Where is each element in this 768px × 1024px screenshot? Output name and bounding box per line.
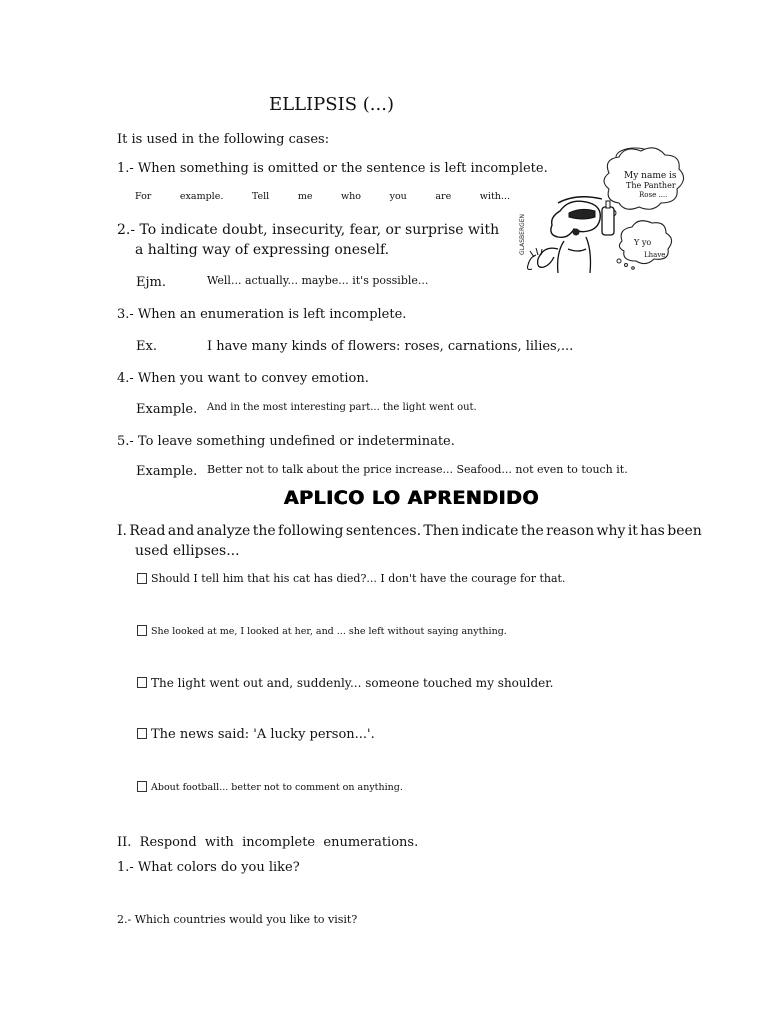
bubble-main-line-2: The Panther xyxy=(626,181,676,190)
case-4-heading: 4.- When you want to convey emotion. xyxy=(117,371,369,386)
example-word: example. xyxy=(179,191,224,202)
case-5-heading: 5.- To leave something undefined or indeterminate. xyxy=(117,434,455,449)
instruction-word: reason xyxy=(546,523,595,539)
part2-question-1: 1.- What colors do you like? xyxy=(117,860,300,875)
checkbox-icon xyxy=(137,781,147,792)
checkbox-icon xyxy=(137,677,147,688)
bubble-main-line-3: Rose .... xyxy=(639,191,668,199)
instruction-word: and xyxy=(167,523,195,539)
bubble-main-line-1: My name is xyxy=(624,171,677,181)
example-word: are xyxy=(435,191,452,202)
bubble-right-line-1: Y yo xyxy=(634,238,652,247)
list-item xyxy=(137,676,553,690)
cartoon-signature: GLASBERGEN xyxy=(519,213,526,255)
instruction-word: the xyxy=(252,523,276,539)
instruction-word: Read xyxy=(129,523,166,539)
case-2-example-text: Well... actually... maybe... it's possible... xyxy=(207,274,429,287)
instruction-word: Then xyxy=(423,523,460,539)
case-3-example-text: I have many kinds of flowers: roses, carnations, lilies,... xyxy=(207,339,574,354)
case-5-example-text: Better not to talk about the price increase... Seafood... not even to touch it. xyxy=(207,463,628,476)
part2-instruction: II. Respond with incomplete enumerations. xyxy=(117,835,419,850)
instruction-word: been xyxy=(667,523,702,539)
example-word: For xyxy=(135,191,152,202)
instruction-word: I. xyxy=(117,523,127,539)
instruction-word: the xyxy=(520,523,544,539)
list-item-text: Should I tell him that his cat has died?... I don't have the courage for that. xyxy=(151,572,566,585)
list-item-text: She looked at me, I looked at her, and ... she left without saying anything. xyxy=(151,626,507,637)
example-word: Tell xyxy=(251,191,270,202)
case-2-example-label: Ejm. xyxy=(136,275,166,290)
list-item-text: The light went out and, suddenly... someone touched my shoulder. xyxy=(151,676,554,690)
list-item xyxy=(137,626,507,637)
instruction-word: has xyxy=(640,523,665,539)
instruction-word: analyze xyxy=(196,523,251,539)
case-4-example-text: And in the most interesting part... the light went out. xyxy=(207,402,477,413)
case-1-example xyxy=(135,191,510,202)
case-4-example-label: Example. xyxy=(136,402,198,417)
case-3-heading: 3.- When an enumeration is left incomplete. xyxy=(117,307,407,322)
case-1-heading: 1.- When something is omitted or the sentence is left incomplete. xyxy=(117,161,548,176)
instruction-word: it xyxy=(627,523,638,539)
list-item xyxy=(137,572,565,585)
list-item xyxy=(137,727,375,742)
part1-instruction-line-2: used ellipses... xyxy=(135,543,240,559)
case-3-example-label: Ex. xyxy=(136,339,157,354)
list-item-text: About football... better not to comment on anything. xyxy=(151,782,403,793)
list-item-text: The news said: 'A lucky person...'. xyxy=(151,727,375,742)
example-word: who xyxy=(341,191,362,202)
instruction-word: indicate xyxy=(461,523,519,539)
example-word: you xyxy=(389,191,407,202)
instruction-word: following xyxy=(278,523,344,539)
bubble-right-line-2: Lhave xyxy=(644,251,666,259)
cartoon-illustration xyxy=(514,137,704,281)
list-item xyxy=(137,782,403,793)
case-5-example-label: Example. xyxy=(136,464,198,479)
section-title: APLICO LO APRENDIDO xyxy=(284,487,540,509)
part2-question-2: 2.- Which countries would you like to visit? xyxy=(117,913,358,926)
case-2-heading-cont: a halting way of expressing oneself. xyxy=(135,242,390,258)
case-2-heading: 2.- To indicate doubt, insecurity, fear, or surprise with xyxy=(117,222,500,238)
example-word: with... xyxy=(479,191,510,202)
instruction-word: why xyxy=(596,523,626,539)
checkbox-icon xyxy=(137,625,147,636)
instruction-word: sentences. xyxy=(345,523,422,539)
intro-text: It is used in the following cases: xyxy=(117,132,330,147)
checkbox-icon xyxy=(137,728,147,739)
part1-instruction-line-1 xyxy=(117,523,702,539)
page-title: ELLIPSIS (...) xyxy=(269,94,394,115)
example-word: me xyxy=(297,191,313,202)
checkbox-icon xyxy=(137,573,147,584)
